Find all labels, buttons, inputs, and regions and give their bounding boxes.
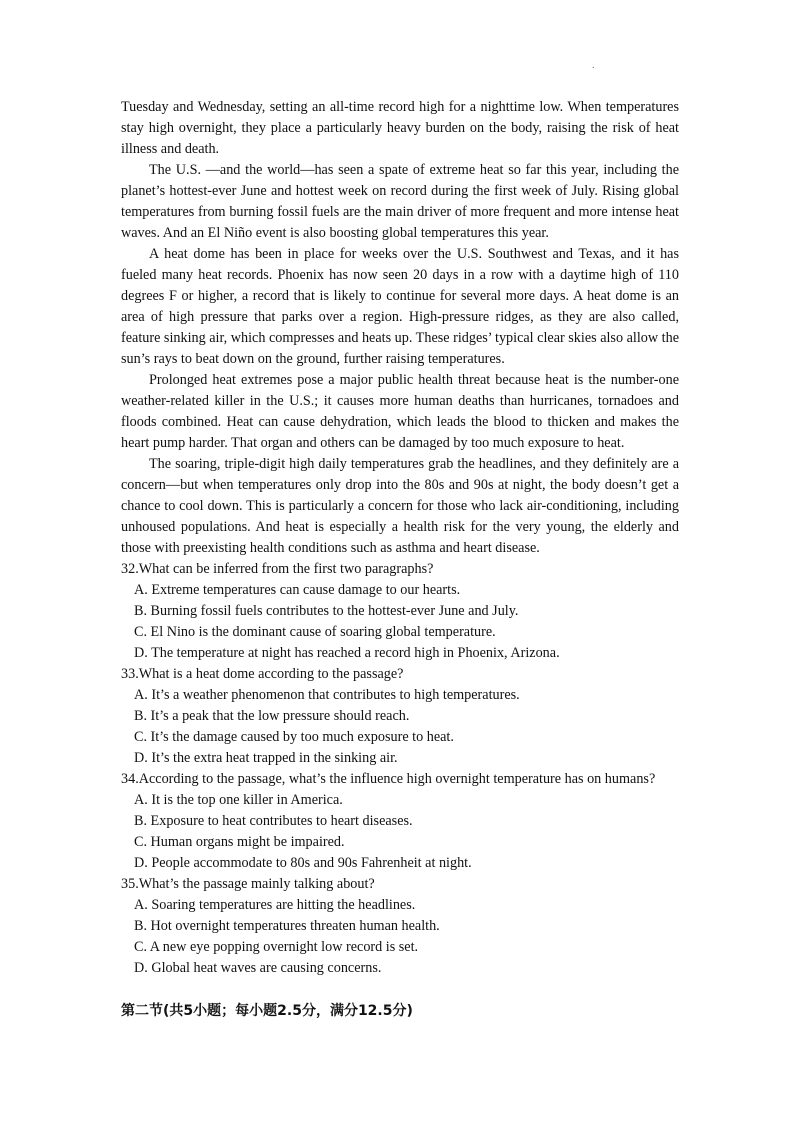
option-d: D. People accommodate to 80s and 90s Fahrenheit at night. [134,855,472,871]
passage-paragraph-2: The U.S. —and the world—has seen a spate of extreme heat so far this year, including the planet’s hottest-ever June and hottest week on record during the first week of July. Rising global temperatures from burning fossil fuels are the main driver of more frequent and more intense heat waves. And an El Niño event is also boosting global temperatures this year. [121,162,679,241]
question-32 [121,559,679,664]
question-stem: 33.What is a heat dome according to the passage? [121,666,404,682]
reading-content [121,97,679,979]
passage-paragraph-5: The soaring, triple-digit high daily temperatures grab the headlines, and they definitely are a concern—but when temperatures only drop into the 80s and 90s at night, the body doesn’t get a chance to cool down. This is particularly a concern for those who lack air-conditioning, including unhoused populations. And heat is especially a health risk for the very young, the elderly and those with preexisting health conditions such as asthma and heart disease. [121,456,679,556]
passage-paragraph-4: Prolonged heat extremes pose a major public health threat because heat is the number-one weather-related killer in the U.S.; it causes more human deaths than hurricanes, tornadoes and floods combined. Heat can cause dehydration, which leads the blood to thicken and makes the heart pump harder. That organ and others can be damaged by too much exposure to heat. [121,372,679,451]
question-stem: 34.According to the passage, what’s the influence high overnight temperature has on humans? [121,771,656,787]
option-b: B. Burning fossil fuels contributes to the hottest-ever June and July. [134,603,519,619]
header-mark: . [592,60,595,71]
option-c: C. A new eye popping overnight low record is set. [134,939,419,955]
option-b: B. Hot overnight temperatures threaten human health. [134,918,440,934]
option-c: C. El Nino is the dominant cause of soaring global temperature. [134,624,496,640]
option-b: B. Exposure to heat contributes to heart diseases. [134,813,413,829]
passage-paragraph-1: Tuesday and Wednesday, setting an all-time record high for a nighttime low. When temperatures stay high overnight, they place a particularly heavy burden on the body, raising the risk of heat illness and death. [121,99,679,157]
section-heading: 第二节(共5小题；每小题2.5分，满分12.5分) [121,1003,413,1019]
option-a: A. It is the top one killer in America. [134,792,343,808]
option-a: A. It’s a weather phenomenon that contributes to high temperatures. [134,687,520,703]
question-33 [121,664,679,769]
option-d: D. It’s the extra heat trapped in the sinking air. [134,750,398,766]
option-a: A. Extreme temperatures can cause damage to our hearts. [134,582,461,598]
question-stem: 32.What can be inferred from the first two paragraphs? [121,561,434,577]
option-d: D. The temperature at night has reached a record high in Phoenix, Arizona. [134,645,560,661]
option-a: A. Soaring temperatures are hitting the headlines. [134,897,416,913]
option-d: D. Global heat waves are causing concerns. [134,960,382,976]
question-stem: 35.What’s the passage mainly talking about? [121,876,375,892]
question-35 [121,874,679,979]
option-b: B. It’s a peak that the low pressure should reach. [134,708,410,724]
question-34 [121,769,679,874]
option-c: C. Human organs might be impaired. [134,834,345,850]
option-c: C. It’s the damage caused by too much exposure to heat. [134,729,454,745]
passage-paragraph-3: A heat dome has been in place for weeks over the U.S. Southwest and Texas, and it has fueled many heat records. Phoenix has now seen 20 days in a row with a daytime high of 110 degrees F or higher, a record that is likely to continue for several more days. A heat dome is an area of high pressure that parks over a region. High-pressure ridges, as they are also called, feature sinking air, which compresses and heats up. These ridges’ typical clear skies also allow the sun’s rays to beat down on the ground, further raising temperatures. [121,246,679,367]
